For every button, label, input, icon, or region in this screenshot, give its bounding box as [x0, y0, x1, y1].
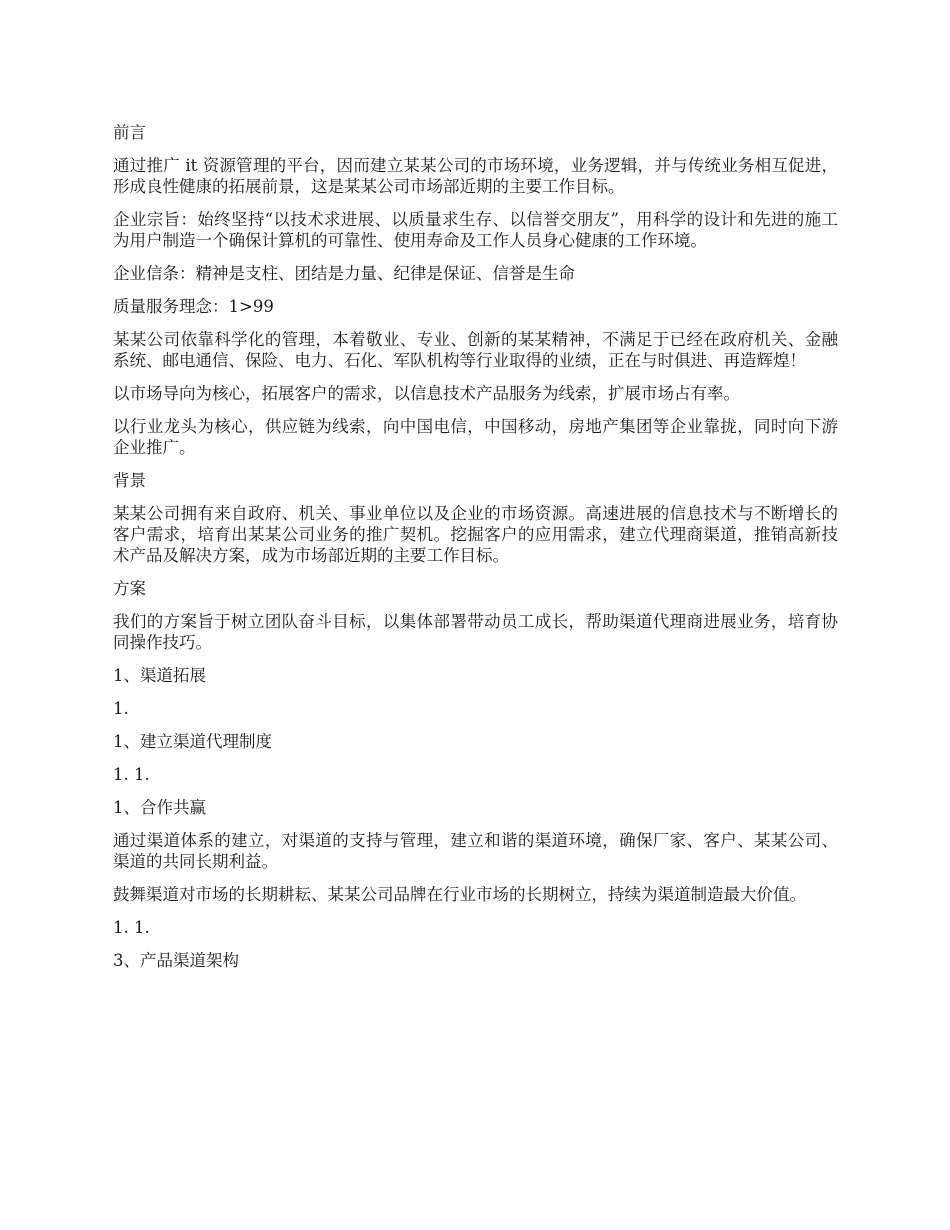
paragraph-intro: 通过推广 it 资源管理的平台，因而建立某某公司的市场环境，业务逻辑，并与传统业务相互促进，形成良性健康的拓展前景，这是某某公司市场部近期的主要工作目标。: [113, 156, 838, 196]
paragraph-market-orientation: 以市场导向为核心，拓展客户的需求，以信息技术产品服务为线索，扩展市场占有率。: [113, 384, 740, 403]
paragraph-encourage-channel: 鼓舞渠道对市场的长期耕耘、某某公司品牌在行业市场的长期树立，持续为渠道制造最大价值。: [113, 885, 806, 904]
heading-win-win: 1、合作共赢: [113, 798, 206, 817]
heading-plan: 方案: [113, 579, 146, 598]
list-number: 1. 1.: [113, 765, 150, 784]
paragraph-channel-system: 通过渠道体系的建立，对渠道的支持与管理，建立和谐的渠道环境，确保厂家、客户、某某公司、渠道的共同长期利益。: [113, 831, 838, 871]
paragraph-mission: 企业宗旨：始终坚持“以技术求进展、以质量求生存、以信誉交朋友”，用科学的设计和先进的施工为用户制造一个确保计算机的可靠性、使用寿命及工作人员身心健康的工作环境。: [113, 210, 838, 250]
heading-preface: 前言: [113, 123, 146, 142]
paragraph-plan: 我们的方案旨于树立团队奋斗目标，以集体部署带动员工成长，帮助渠道代理商进展业务，培育协同操作技巧。: [113, 612, 838, 652]
paragraph-background: 某某公司拥有来自政府、机关、事业单位以及企业的市场资源。高速进展的信息技术与不断增长的客户需求，培育出某某公司业务的推广契机。挖掘客户的应用需求，建立代理商渠道，推销高新技术产品及解决方案，成为市场部近期的主要工作目标。: [113, 504, 838, 565]
list-number: 1.: [113, 699, 129, 718]
heading-product-channel: 3、产品渠道架构: [113, 951, 239, 970]
heading-background: 背景: [113, 471, 146, 490]
document-page: [113, 122, 838, 983]
heading-channel-expansion: 1、渠道拓展: [113, 666, 206, 685]
paragraph-creed: 企业信条：精神是支柱、团结是力量、纪律是保证、信誉是生命: [113, 264, 575, 283]
paragraph-management: 某某公司依靠科学化的管理，本着敬业、专业、创新的某某精神，不满足于已经在政府机关、金融系统、邮电通信、保险、电力、石化、军队机构等行业取得的业绩，正在与时俱进、再造辉煌！: [113, 330, 838, 370]
paragraph-industry-leader: 以行业龙头为核心，供应链为线索，向中国电信，中国移动，房地产集团等企业靠拢，同时向下游企业推广。: [113, 417, 838, 457]
paragraph-service-philosophy: 质量服务理念：1>99: [113, 297, 274, 316]
list-number: 1. 1.: [113, 918, 150, 937]
heading-agent-system: 1、建立渠道代理制度: [113, 732, 272, 751]
